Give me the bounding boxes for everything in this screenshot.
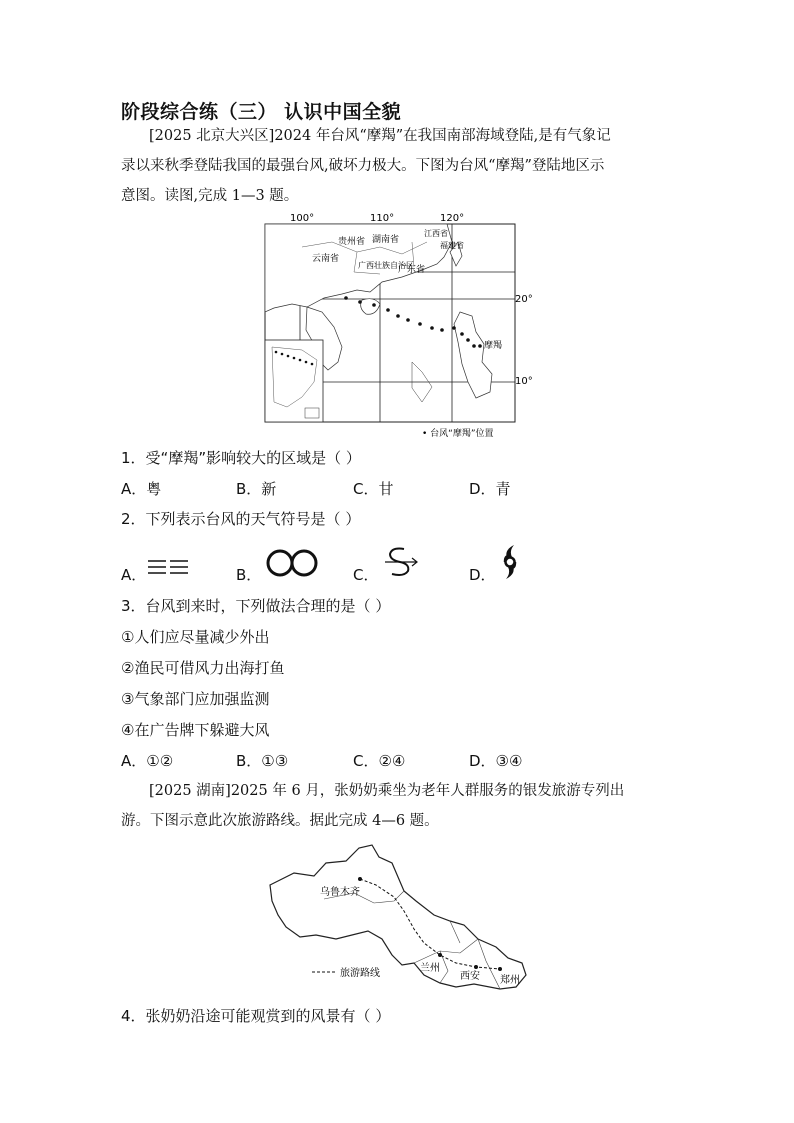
map2-legend: 旅游路线 — [340, 968, 380, 979]
q3-option-b[interactable]: B．①③ — [236, 752, 289, 770]
inset-typhoon-position-dot — [311, 363, 314, 366]
sandstorm-symbol-icon — [382, 544, 422, 580]
city-lanzhou: 兰州 — [420, 963, 440, 974]
typhoon-position-dot — [396, 314, 400, 318]
lon-label-100: 100° — [290, 213, 315, 224]
city-zhengzhou: 郑州 — [500, 975, 520, 986]
q4-stem: 4．张奶奶沿途可能观赏到的风景有（ ） — [121, 1007, 391, 1025]
q3-option-a[interactable]: A．①② — [121, 752, 174, 770]
q3-item-1: ①人们应尽量减少外出 — [121, 628, 270, 646]
place-guangdong: 广东省 — [398, 265, 426, 275]
typhoon-position-dot — [358, 300, 362, 304]
typhoon-position-dot — [386, 308, 390, 312]
q2-option-d[interactable]: D． — [469, 566, 496, 584]
intro-paragraph-2 — [121, 776, 681, 836]
inset-typhoon-position-dot — [275, 351, 278, 354]
q2-option-a[interactable]: A． — [121, 566, 147, 584]
place-yunnan: 云南省 — [312, 254, 340, 264]
lat-label-20: 20° — [515, 294, 533, 305]
q3-option-c[interactable]: C．②④ — [353, 752, 406, 770]
city-urumqi: 乌鲁木齐 — [320, 887, 360, 898]
intro1-line3: 意图。读图,完成 1—3 题。 — [121, 188, 299, 204]
lat-label-10: 10° — [515, 376, 533, 387]
typhoon-position-dot — [460, 332, 464, 336]
typhoon-position-dot — [466, 338, 470, 342]
fog-symbol-icon — [146, 558, 190, 578]
q1-option-c[interactable]: C．甘 — [353, 480, 394, 498]
map1-legend: • 台风“摩羯”位置 — [422, 429, 494, 439]
q1-stem: 1．受“摩羯”影响较大的区域是（ ） — [121, 449, 361, 467]
inset-typhoon-position-dot — [281, 353, 284, 356]
q2-option-b[interactable]: B． — [236, 566, 262, 584]
travel-route-map — [264, 843, 530, 999]
intro-paragraph-1 — [121, 121, 681, 211]
q1-option-d[interactable]: D．青 — [469, 480, 511, 498]
intro1-line2: 录以来秋季登陆我国的最强台风,破坏力极大。下图为台风“摩羯”登陆地区示 — [121, 158, 605, 174]
place-guangxi: 广西壮族自治区 — [358, 261, 414, 270]
intro2-line2: 游。下图示意此次旅游路线。据此完成 4—6 题。 — [121, 813, 439, 829]
lon-label-120: 120° — [440, 213, 465, 224]
q3-item-2: ②渔民可借风力出海打鱼 — [121, 659, 285, 677]
typhoon-map — [262, 212, 533, 440]
typhoon-position-dot — [472, 344, 476, 348]
place-jiangxi: 江西省 — [424, 229, 448, 238]
intro2-line1: [2025 湖南]2025 年 6 月，张奶奶乘坐为老年人群服务的银发旅游专列出 — [149, 783, 625, 799]
intro1-line1: [2025 北京大兴区]2024 年台风“摩羯”在我国南部海域登陆,是有气象记 — [149, 128, 611, 144]
typhoon-symbol-icon — [498, 544, 522, 580]
q3-item-4: ④在广告牌下躲避大风 — [121, 721, 270, 739]
typhoon-position-dot — [418, 322, 422, 326]
lon-label-110: 110° — [370, 213, 395, 224]
typhoon-position-dot — [478, 344, 482, 348]
place-fujian: 福建省 — [440, 241, 464, 250]
typhoon-position-dot — [406, 318, 410, 322]
place-typhoon: 摩羯 — [484, 341, 503, 351]
inset-typhoon-position-dot — [293, 357, 296, 360]
q3-stem: 3．台风到来时，下列做法合理的是（ ） — [121, 597, 391, 615]
haze-symbol-icon — [264, 546, 324, 580]
place-hunan: 湖南省 — [372, 235, 400, 245]
q2-stem: 2．下列表示台风的天气符号是（ ） — [121, 510, 361, 528]
typhoon-position-dot — [344, 296, 348, 300]
inset-typhoon-position-dot — [305, 361, 308, 364]
city-xian: 西安 — [460, 971, 480, 982]
q1-option-b[interactable]: B．新 — [236, 480, 277, 498]
typhoon-position-dot — [430, 326, 434, 330]
q1-option-a[interactable]: A．粤 — [121, 480, 162, 498]
place-guizhou: 贵州省 — [338, 237, 366, 247]
typhoon-position-dot — [440, 328, 444, 332]
q3-option-d[interactable]: D．③④ — [469, 752, 523, 770]
page-title: 阶段综合练（三） 认识中国全貌 — [121, 101, 402, 123]
q2-option-c[interactable]: C． — [353, 566, 379, 584]
inset-typhoon-position-dot — [299, 359, 302, 362]
typhoon-position-dot — [452, 326, 456, 330]
q3-item-3: ③气象部门应加强监测 — [121, 690, 270, 708]
inset-typhoon-position-dot — [287, 355, 290, 358]
typhoon-position-dot — [372, 303, 376, 307]
